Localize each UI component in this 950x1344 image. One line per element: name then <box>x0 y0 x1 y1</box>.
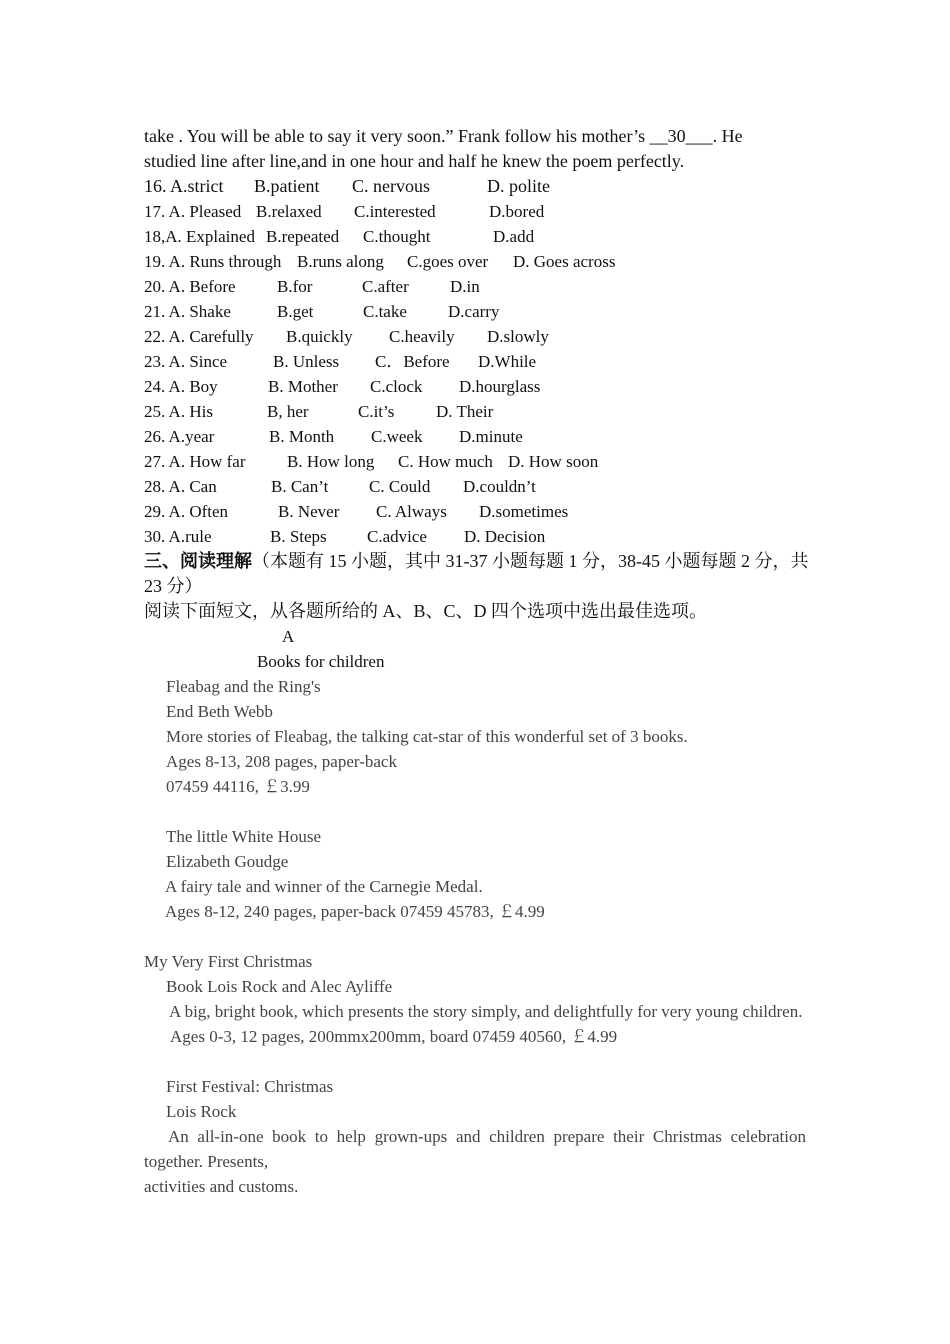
question-d: D.bored <box>489 202 545 221</box>
book-1-author: End Beth Webb <box>166 702 273 721</box>
question-17 <box>144 199 806 224</box>
question-c: C.after <box>362 277 409 296</box>
question-b: B. How long <box>287 452 375 471</box>
question-b: B. Unless <box>273 352 340 371</box>
section-heading <box>144 549 809 574</box>
question-c: C. Could <box>369 477 431 496</box>
question-27 <box>144 449 806 474</box>
question-c: C.thought <box>363 227 431 246</box>
question-c: C.take <box>363 302 407 321</box>
question-20 <box>144 274 806 299</box>
question-28 <box>144 474 806 499</box>
question-a: 27. A. How far <box>144 452 246 471</box>
question-d: D. Their <box>436 402 494 421</box>
question-b: B.repeated <box>266 227 340 246</box>
question-24 <box>144 374 806 399</box>
question-b: B. Month <box>269 427 335 446</box>
question-18 <box>144 224 806 249</box>
spacer <box>144 924 806 949</box>
question-a: 25. A. His <box>144 402 213 421</box>
question-d: D.hourglass <box>459 377 541 396</box>
question-22 <box>144 324 806 349</box>
question-b: B.quickly <box>286 327 353 346</box>
question-16-b: B.patient <box>254 176 320 196</box>
book-3-title: My Very First Christmas <box>144 952 313 971</box>
question-19 <box>144 249 806 274</box>
question-b: B. Steps <box>270 527 327 546</box>
question-29 <box>144 499 806 524</box>
question-c: C. How much <box>398 452 493 471</box>
question-b: B.for <box>277 277 313 296</box>
spacer <box>144 799 806 824</box>
book-3-description: A big, bright book, which presents the story simply, and delightfully for very young children. <box>169 1002 803 1021</box>
question-b: B.get <box>277 302 314 321</box>
question-b: B. Never <box>278 502 340 521</box>
question-a: 24. A. Boy <box>144 377 218 396</box>
question-b: B, her <box>267 402 309 421</box>
passage-title: Books for children <box>257 652 385 671</box>
book-2-author: Elizabeth Goudge <box>166 852 289 871</box>
question-d: D.minute <box>459 427 523 446</box>
intro-line-2: studied line after line,and in one hour and half he knew the poem perfectly. <box>144 151 685 171</box>
question-a: 30. A.rule <box>144 527 212 546</box>
question-c: C.advice <box>367 527 427 546</box>
passage-letter: A <box>282 627 295 646</box>
book-4-description-end: activities and customs. <box>144 1177 299 1196</box>
question-a: 18,A. Explained <box>144 227 255 246</box>
book-4-title: First Festival: Christmas <box>166 1077 334 1096</box>
question-c: C.goes over <box>407 252 489 271</box>
question-d: D.While <box>478 352 537 371</box>
question-c: C. Always <box>376 502 447 521</box>
question-b: B.relaxed <box>256 202 322 221</box>
question-c: C.heavily <box>389 327 455 346</box>
book-1-description: More stories of Fleabag, the talking cat-star of this wonderful set of 3 books. <box>166 727 688 746</box>
question-a: 22. A. Carefully <box>144 327 254 346</box>
book-2-title: The little White House <box>166 827 322 846</box>
question-d: D. Decision <box>464 527 546 546</box>
book-2-info: Ages 8-12, 240 pages, paper-back 07459 45783, ￡4.99 <box>165 902 545 921</box>
question-a: 23. A. Since <box>144 352 228 371</box>
question-d: D.in <box>450 277 480 296</box>
spacer <box>144 1049 806 1074</box>
book-4-author: Lois Rock <box>166 1102 237 1121</box>
question-a: 29. A. Often <box>144 502 229 521</box>
question-d: D.couldn’t <box>463 477 536 496</box>
question-23 <box>144 349 806 374</box>
question-b: B. Can’t <box>271 477 329 496</box>
question-d: D.slowly <box>487 327 549 346</box>
question-b: B. Mother <box>268 377 338 396</box>
question-d: D.sometimes <box>479 502 569 521</box>
section-heading-title: 三、阅读理解 <box>144 551 252 571</box>
question-26 <box>144 424 806 449</box>
question-d: D.add <box>493 227 535 246</box>
book-3-author: Book Lois Rock and Alec Ayliffe <box>166 977 393 996</box>
book-4-description: An all-in-one book to help grown-ups and children prepare their Christmas celebration together. Presents, <box>144 1127 806 1171</box>
question-c: C．Before <box>375 352 450 371</box>
book-1-info: Ages 8-13, 208 pages, paper-back <box>166 752 397 771</box>
question-b: B.runs along <box>297 252 384 271</box>
question-a: 19. A. Runs through <box>144 252 282 271</box>
book-2-description: A fairy tale and winner of the Carnegie Medal. <box>165 877 483 896</box>
intro-line-1: take . You will be able to say it very soon.” Frank follow his mother’s __30___. He <box>144 126 743 146</box>
question-c: C.clock <box>370 377 423 396</box>
question-21 <box>144 299 806 324</box>
question-d: D.carry <box>448 302 500 321</box>
question-a: 21. A. Shake <box>144 302 231 321</box>
section-heading-line-2: 23 分） <box>144 576 203 596</box>
question-30 <box>144 524 806 549</box>
question-a: 20. A. Before <box>144 277 236 296</box>
question-a: 17. A. Pleased <box>144 202 242 221</box>
question-16-a: 16. A.strict <box>144 176 224 196</box>
section-instruction: 阅读下面短文，从各题所给的 A、B、C、D 四个选项中选出最佳选项。 <box>144 601 708 621</box>
question-a: 28. A. Can <box>144 477 217 496</box>
book-3-info: Ages 0-3, 12 pages, 200mmx200mm, board 07459 40560, ￡4.99 <box>170 1027 618 1046</box>
question-c: C.week <box>371 427 423 446</box>
document-page <box>144 124 809 1199</box>
question-16-c: C. nervous <box>352 176 430 196</box>
book-1-isbn-price: 07459 44116, ￡3.99 <box>166 777 310 796</box>
question-d: D. How soon <box>508 452 599 471</box>
question-16 <box>144 174 806 199</box>
section-heading-detail: （本题有 15 小题，其中 31-37 小题每题 1 分，38-45 小题每题 2 分，共 <box>252 551 809 571</box>
question-25 <box>144 399 806 424</box>
question-16-d: D. polite <box>487 176 550 196</box>
question-a: 26. A.year <box>144 427 215 446</box>
question-c: C.it’s <box>358 402 395 421</box>
question-d: D. Goes across <box>513 252 616 271</box>
question-c: C.interested <box>354 202 436 221</box>
book-1-title: Fleabag and the Ring's <box>166 677 321 696</box>
